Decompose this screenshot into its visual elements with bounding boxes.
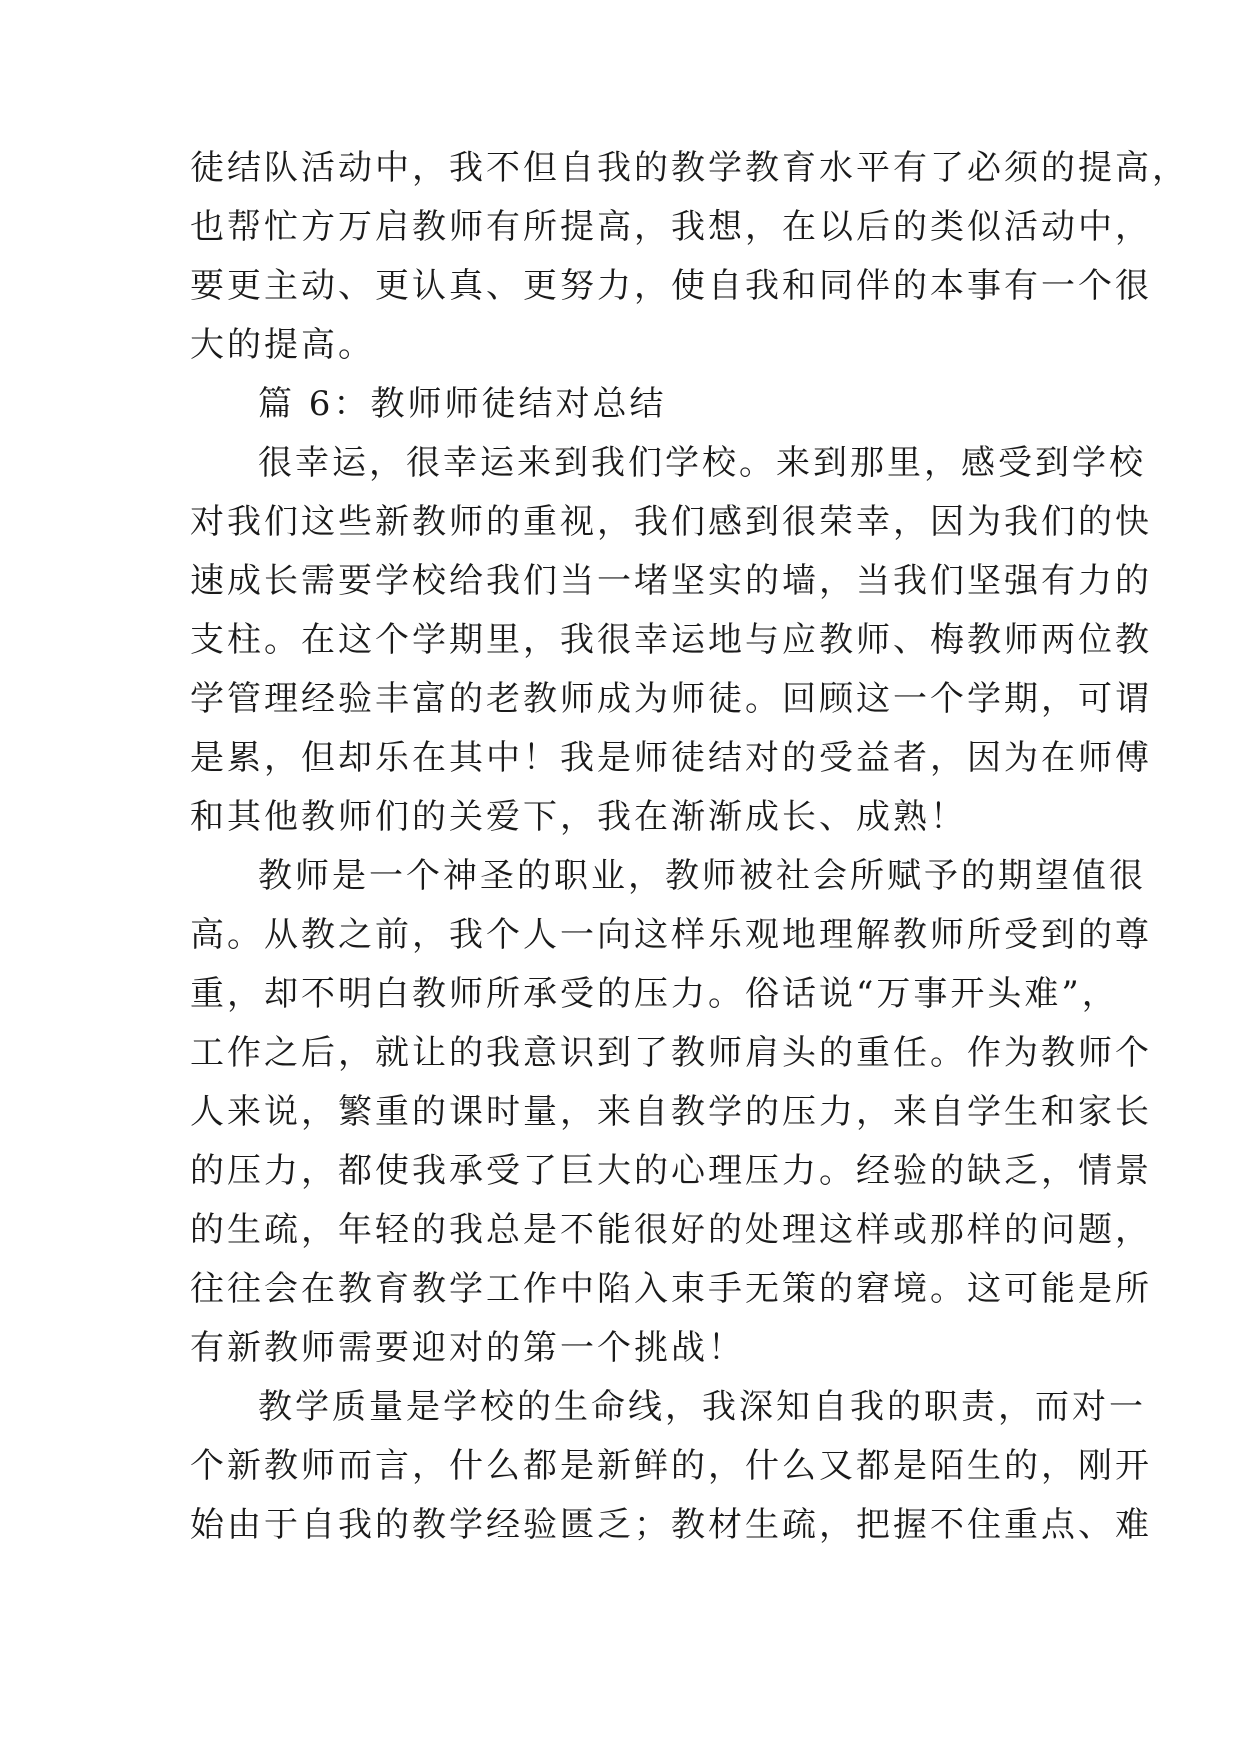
text-line: 支柱。在这个学期里，我很幸运地与应教师、梅教师两位教 xyxy=(190,620,1152,660)
text-line: 人来说，繁重的课时量，来自教学的压力，来自学生和家长 xyxy=(190,1092,1152,1132)
text-line: 有新教师需要迎对的第一个挑战！ xyxy=(190,1328,745,1368)
text-line: 大的提高。 xyxy=(190,325,375,365)
text-line: 对我们这些新教师的重视，我们感到很荣幸，因为我们的快 xyxy=(190,502,1152,542)
text-line: 始由于自我的教学经验匮乏；教材生疏，把握不住重点、难 xyxy=(190,1505,1152,1545)
text-line: 是累，但却乐在其中！我是师徒结对的受益者，因为在师傅 xyxy=(190,738,1152,778)
text-line: 教师是一个神圣的职业，教师被社会所赋予的期望值很 xyxy=(258,856,1146,896)
text-line: 工作之后，就让的我意识到了教师肩头的重任。作为教师个 xyxy=(190,1033,1152,1073)
text-line: 徒结队活动中，我不但自我的教学教育水平有了必须的提高， xyxy=(190,148,1189,188)
text-line: 高。从教之前，我个人一向这样乐观地理解教师所受到的尊 xyxy=(190,915,1152,955)
text-line: 往往会在教育教学工作中陷入束手无策的窘境。这可能是所 xyxy=(190,1269,1152,1309)
text-line: 速成长需要学校给我们当一堵坚实的墙，当我们坚强有力的 xyxy=(190,561,1152,601)
text-line: 重，却不明白教师所承受的压力。俗话说“万事开头难”， xyxy=(190,974,1119,1014)
section-heading: 篇 6：教师师徒结对总结 xyxy=(258,384,667,424)
text-line: 和其他教师们的关爱下，我在渐渐成长、成熟！ xyxy=(190,797,967,837)
text-line: 学管理经验丰富的老教师成为师徒。回顾这一个学期，可谓 xyxy=(190,679,1152,719)
text-line: 个新教师而言，什么都是新鲜的，什么又都是陌生的，刚开 xyxy=(190,1446,1152,1486)
text-line: 的生疏，年轻的我总是不能很好的处理这样或那样的问题， xyxy=(190,1210,1152,1250)
text-line: 的压力，都使我承受了巨大的心理压力。经验的缺乏，情景 xyxy=(190,1151,1152,1191)
text-line: 很幸运，很幸运来到我们学校。来到那里，感受到学校 xyxy=(258,443,1146,483)
text-line: 也帮忙方万启教师有所提高，我想，在以后的类似活动中， xyxy=(190,207,1152,247)
text-line: 教学质量是学校的生命线，我深知自我的职责，而对一 xyxy=(258,1387,1146,1427)
text-line: 要更主动、更认真、更努力，使自我和同伴的本事有一个很 xyxy=(190,266,1152,306)
